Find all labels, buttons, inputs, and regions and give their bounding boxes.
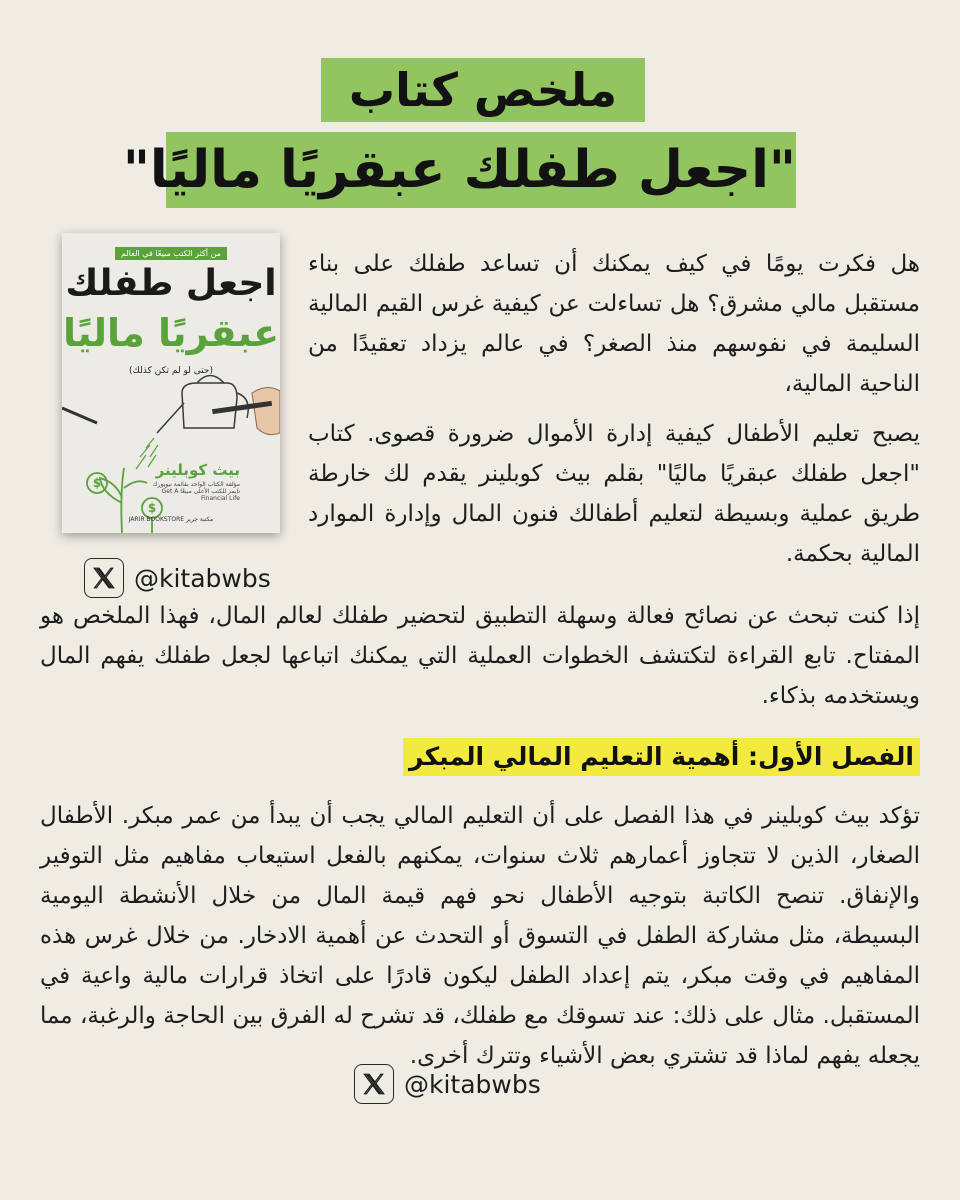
book-title-line-1: اجعل طفلك [65, 263, 277, 304]
svg-text:$: $ [147, 501, 157, 515]
book-title-line-2: عبقريًا ماليًا [62, 311, 280, 355]
book-top-banner [62, 241, 280, 260]
handle-text: @kitabwbs [404, 1069, 541, 1099]
book-author-note: مؤلفة الكتاب الواحد بقائمة نيويورك تايمز للكتب الأعلى مبيعًا Get A Financial Life [152, 481, 240, 502]
x-logo-icon [84, 558, 124, 598]
chapter-1-heading: الفصل الأول: أهمية التعليم المالي المبكر [403, 738, 920, 776]
book-author: بيث كوبلينر [155, 461, 240, 479]
title-line-2: "اجعل طفلك عبقريًا ماليًا" [166, 132, 796, 208]
social-handle-bottom[interactable] [354, 1064, 541, 1104]
svg-text:$: $ [92, 476, 102, 490]
book-banner-text: من أكثر الكتب مبيعًا في العالم [115, 247, 227, 260]
x-logo-icon [354, 1064, 394, 1104]
book-cover-image [62, 233, 280, 533]
third-paragraph: إذا كنت تبحث عن نصائح فعالة وسهلة التطبيق لتحضير طفلك لعالم المال، فهذا الملخص هو المفتاح. تابع القراءة لتكتشف الخطوات العملية التي يمكنك اتباعها لجعل طفلك يفهم المال ويستخدمه بذكاء. [40, 603, 920, 709]
book-publisher: مكتبة جرير JARIR BOOKSTORE [128, 516, 214, 523]
social-handle-top[interactable] [84, 558, 271, 598]
chapter-1-body: تؤكد بيث كوبلينر في هذا الفصل على أن التعليم المالي يجب أن يبدأ من عمر مبكر. الأطفال الصغار، الذين لا تتجاوز أعمارهم ثلاث سنوات، يمكنهم بالفعل استيعاب مفاهيم مثل التوفير والإنفاق. تنصح الكاتبة بتوجيه الأطفال نحو فهم قيمة المال من خلال الأنشطة اليومية البسيطة، مثل مشاركة الطفل في التسوق أو التحدث عن أهمية الادخار. من خلال غرس هذه المفاهيم في وقت مبكر، يتم إعداد الطفل ليكون قادرًا على اتخاذ قرارات مالية واعية في المستقبل. مثال على ذلك: عند تسوقك مع طفلك، قد تشرح له الفرق بين الحاجة والرغبة، مما يجعله يفهم لماذا قد تشتري بعض الأشياء وتترك أخرى. [40, 803, 920, 1069]
book-subtitle: (حتى لو لم تكن كذلك) [128, 366, 214, 376]
title-line-1: ملخص كتاب [321, 58, 645, 122]
intro-paragraph: هل فكرت يومًا في كيف يمكنك أن تساعد طفلك على بناء مستقبل مالي مشرق؟ هل تساءلت عن كيفية غرس القيم المالية السليمة في نفوسهم منذ الصغر؟ في عالم يزداد تعقيدًا من الناحية المالية، [308, 251, 920, 397]
second-paragraph: يصبح تعليم الأطفال كيفية إدارة الأموال ضرورة قصوى. كتاب "اجعل طفلك عبقريًا ماليًا" بقلم بيث كوبلينر يقدم لك خارطة طريق عملية وبسيطة لتعليم أطفالك فنون المال وإدارة الموارد المالية بحكمة. [308, 421, 920, 567]
handle-text: @kitabwbs [134, 563, 271, 593]
